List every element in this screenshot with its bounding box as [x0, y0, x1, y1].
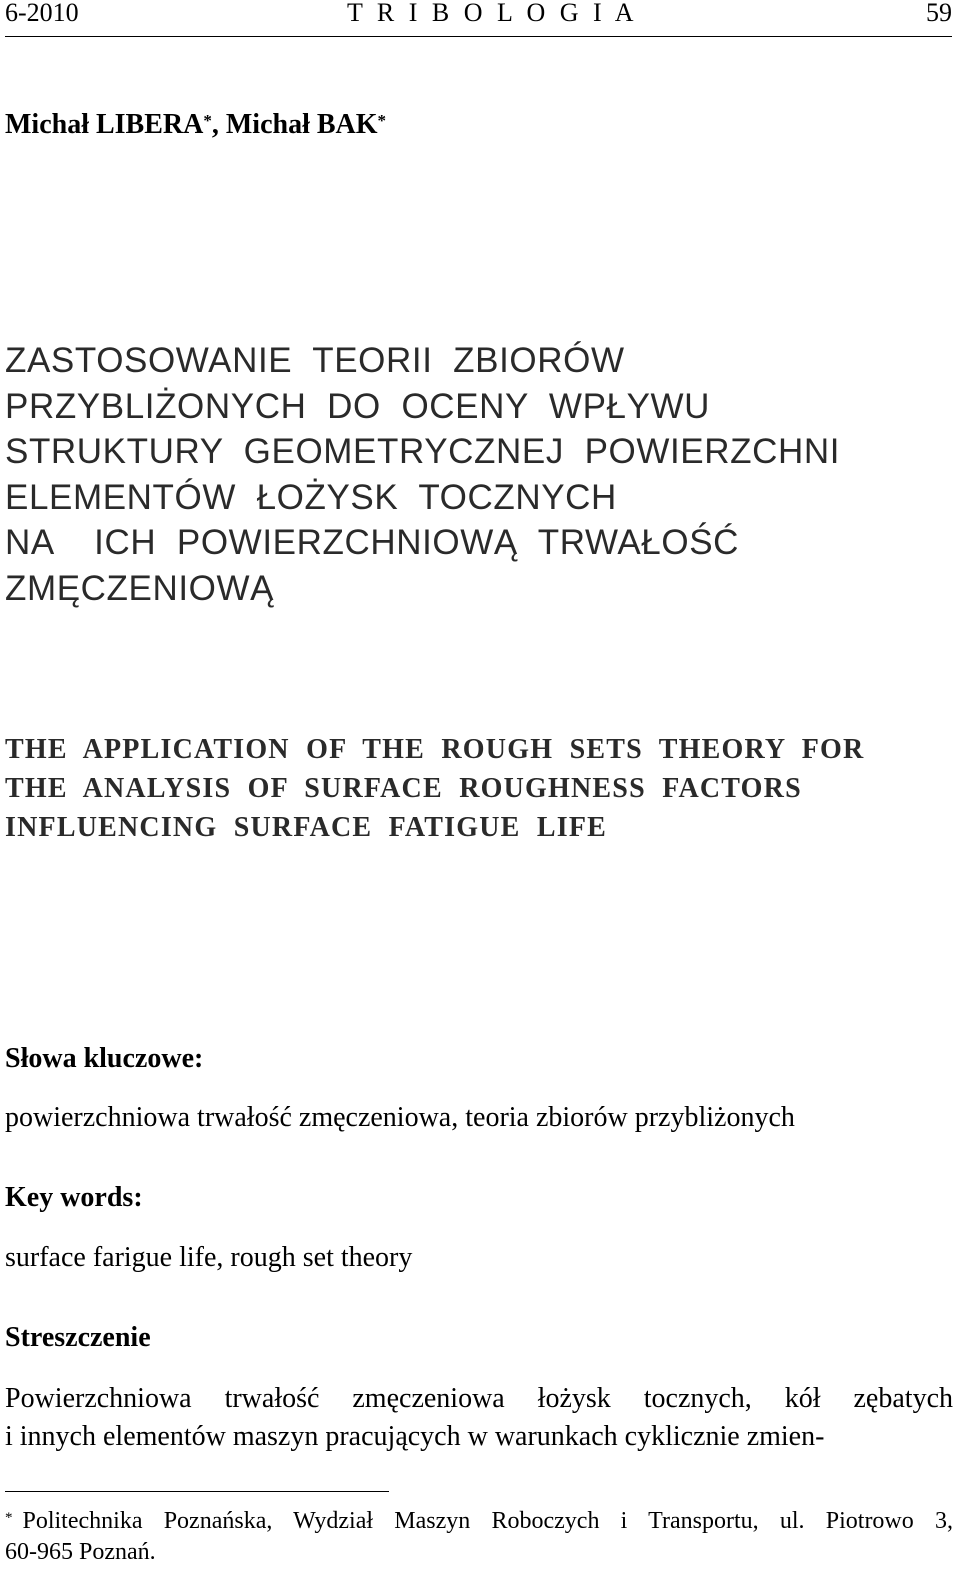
- title-polish-line: NA ICH POWIERZCHNIOWĄ TRWAŁOŚĆ: [5, 523, 740, 562]
- author-2: Michał BAK: [225, 109, 378, 140]
- header-rule: [5, 36, 952, 37]
- issue-number: 6-2010: [5, 0, 79, 27]
- abstract-line: i innych elementów maszyn pracujących w warunkach cyklicznie zmien-: [5, 1420, 825, 1452]
- authors-line: [5, 107, 386, 143]
- abstract-line: Powierzchniowa trwałość zmęczeniowa łożysk tocznych, kół zębatych: [5, 1383, 953, 1414]
- author-separator: ,: [211, 109, 226, 140]
- footnote-rule: [5, 1491, 389, 1492]
- keywords-en-heading: Key words:: [5, 1182, 143, 1213]
- footnote-address: 60-965 Poznań.: [5, 1539, 156, 1565]
- page-number: 59: [926, 0, 952, 27]
- keywords-pl-heading: Słowa kluczowe:: [5, 1043, 204, 1074]
- keywords-pl-text: powierzchniowa trwałość zmęczeniowa, teoria zbiorów przybliżonych: [5, 1102, 795, 1133]
- footnote: [5, 1506, 953, 1568]
- footnote-affiliation: Politechnika Poznańska, Wydział Maszyn Roboczych i Transportu, ul. Piotrowo 3,: [22, 1508, 953, 1534]
- footnote-line: [5, 1506, 953, 1537]
- footnote-mark: *: [5, 1510, 13, 1526]
- affiliation-mark-1: *: [203, 111, 212, 130]
- title-english-line: THE ANALYSIS OF SURFACE ROUGHNESS FACTORS: [5, 773, 802, 804]
- title-english: [5, 730, 864, 847]
- title-polish-line: ZMĘCZENIOWĄ: [5, 568, 275, 608]
- title-english-line: THE APPLICATION OF THE ROUGH SETS THEORY FOR: [5, 734, 865, 765]
- title-polish-line: ZASTOSOWANIE TEORII ZBIORÓW: [5, 341, 625, 380]
- title-polish-line: PRZYBLIŻONYCH DO OCENY WPŁYWU: [5, 386, 711, 426]
- abstract-heading: Streszczenie: [5, 1322, 151, 1353]
- journal-name: T R I B O L O G I A: [347, 0, 638, 27]
- title-english-line: INFLUENCING SURFACE FATIGUE LIFE: [5, 812, 608, 843]
- affiliation-mark-2: *: [377, 111, 387, 130]
- title-polish: [5, 338, 840, 611]
- title-polish-line: STRUKTURY GEOMETRYCZNEJ POWIERZCHNI: [5, 432, 841, 471]
- keywords-en-text: surface farigue life, rough set theory: [5, 1242, 413, 1273]
- author-1: Michał LIBERA: [5, 109, 204, 140]
- abstract-body: [5, 1380, 953, 1455]
- title-polish-line: ELEMENTÓW ŁOŻYSK TOCZNYCH: [5, 477, 617, 517]
